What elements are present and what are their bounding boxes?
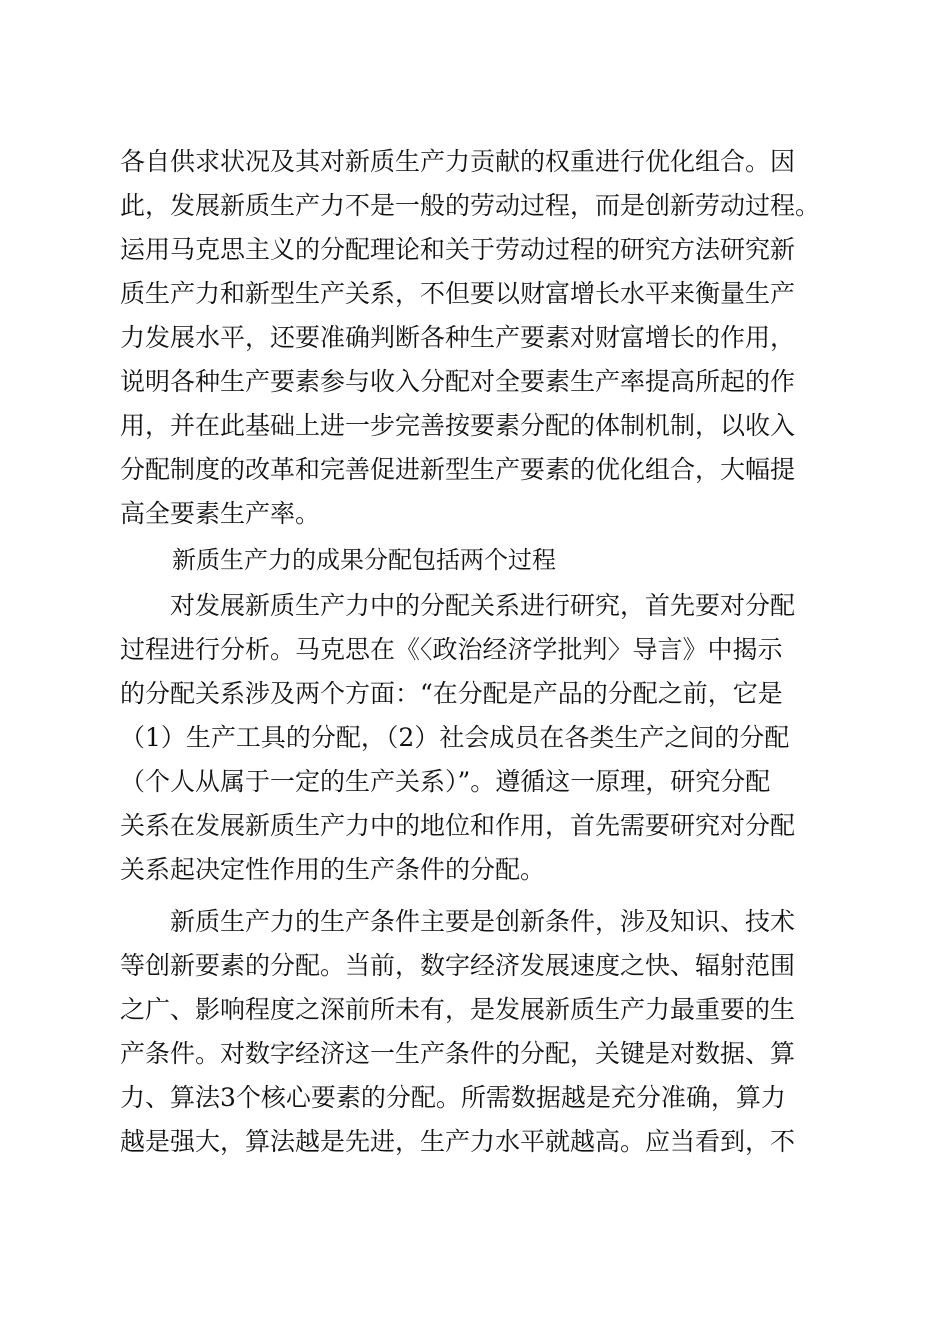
text-line: 关系在发展新质生产力中的地位和作用，首先需要研究对分配: [120, 811, 796, 840]
text-line: 等创新要素的分配。当前，数字经济发展速度之快、辐射范围: [120, 951, 796, 980]
text-line: 越是强大，算法越是先进，生产力水平就越高。应当看到，不: [120, 1127, 796, 1156]
paragraph: [120, 900, 840, 1164]
text-line: 高全要素生产率。: [120, 499, 321, 528]
text-line: 力发展水平，还要准确判断各种生产要素对财富增长的作用，: [120, 323, 796, 352]
text-line: 对发展新质生产力中的分配关系进行研究，首先要对分配: [170, 591, 796, 620]
text-line: （个人从属于一定的生产关系）”。遵循这一原理，研究分配: [120, 767, 771, 796]
text-line: 的分配关系涉及两个方面：“在分配是产品的分配之前，它是: [120, 679, 783, 708]
paragraph: [120, 584, 840, 892]
text-line: 之广、影响程度之深前所未有，是发展新质生产力最重要的生: [120, 995, 796, 1024]
text-line: 各自供求状况及其对新质生产力贡献的权重进行优化组合。因: [120, 147, 796, 176]
document-body: [120, 140, 840, 1164]
text-line: 过程进行分析。马克思在《〈政治经济学批判〉导言》中揭示: [120, 635, 783, 664]
paragraph-gap: [120, 892, 840, 900]
text-line: 新质生产力的生产条件主要是创新条件，涉及知识、技术: [170, 907, 796, 936]
text-line: 力、算法3个核心要素的分配。所需数据越是充分准确，算力: [120, 1083, 786, 1112]
text-line: 分配制度的改革和完善促进新型生产要素的优化组合，大幅提: [120, 455, 796, 484]
text-line: （1）生产工具的分配，（2）社会成员在各类生产之间的分配: [120, 723, 790, 752]
text-line: 此，发展新质生产力不是一般的劳动过程，而是创新劳动过程。: [120, 191, 821, 220]
paragraph: [120, 140, 840, 536]
section-heading: 新质生产力的成果分配包括两个过程: [172, 546, 556, 574]
text-line: 用，并在此基础上进一步完善按要素分配的体制机制，以收入: [120, 411, 796, 440]
text-line: 关系起决定性作用的生产条件的分配。: [120, 855, 546, 884]
text-line: 质生产力和新型生产关系，不但要以财富增长水平来衡量生产: [120, 279, 796, 308]
text-line: 说明各种生产要素参与收入分配对全要素生产率提高所起的作: [120, 367, 796, 396]
text-line: 运用马克思主义的分配理论和关于劳动过程的研究方法研究新: [120, 235, 796, 264]
text-line: 产条件。对数字经济这一生产条件的分配，关键是对数据、算: [120, 1039, 796, 1068]
